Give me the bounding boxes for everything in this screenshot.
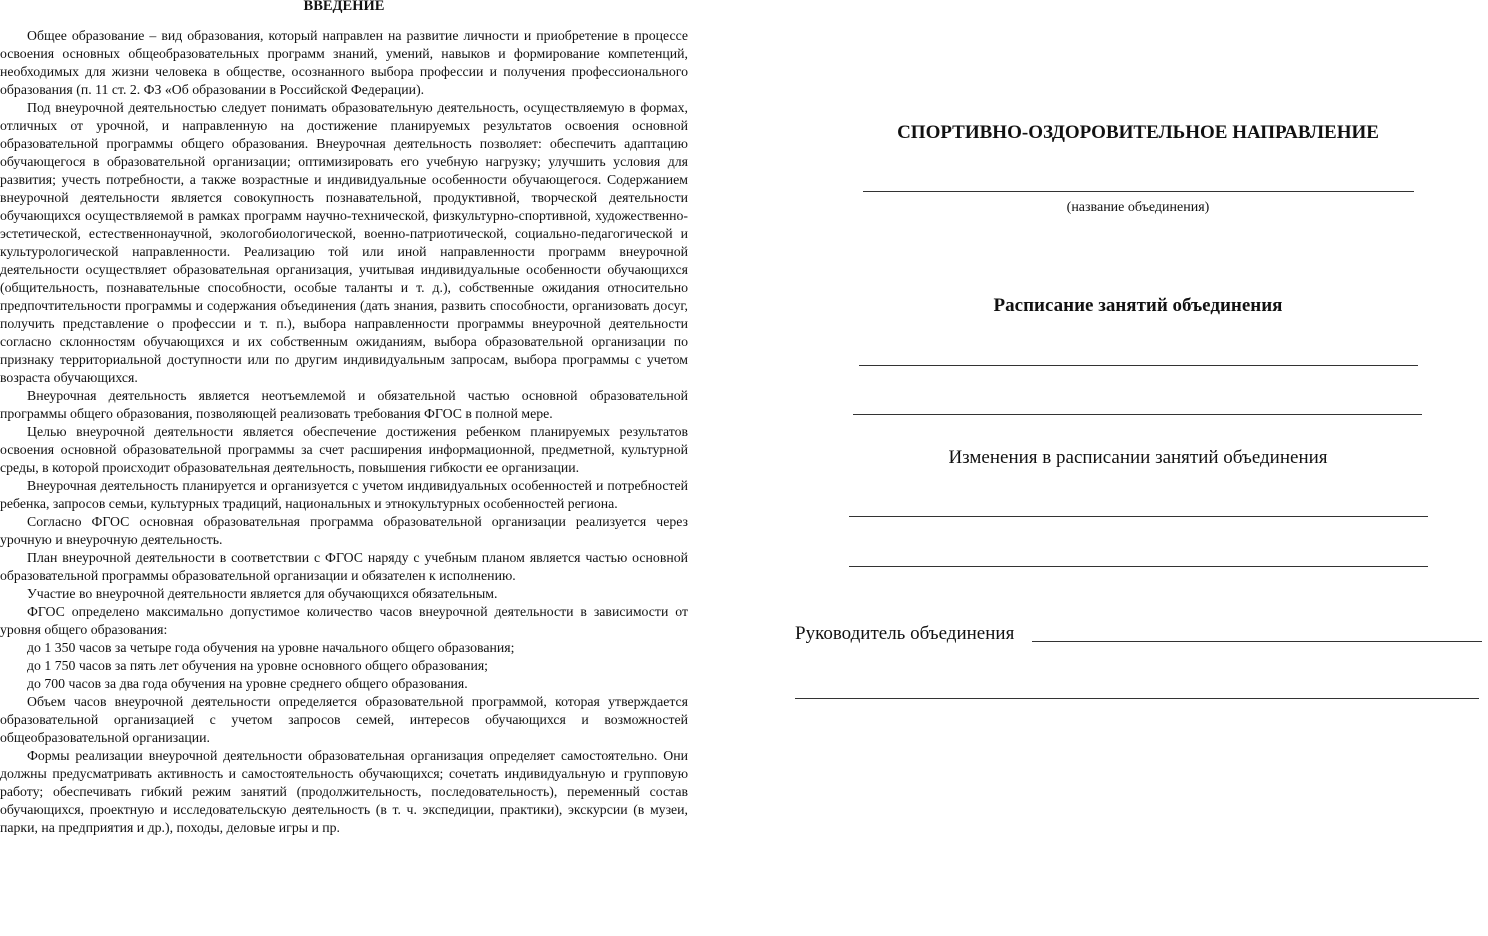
paragraph: Объем часов внеурочной деятельности определяется образовательной программой, которая утверждается образовательной организацией с учетом запросов семей, интересов обучающихся и возможностей общеобразовательной организации. (0, 694, 688, 745)
paragraph: ФГОС определено максимально допустимое количество часов внеурочной деятельности в зависимости от уровня общего образования: (0, 604, 688, 637)
hours-list-item: до 1 350 часов за четыре года обучения на уровне начального общего образования; (27, 640, 515, 655)
association-name-blank[interactable] (863, 191, 1414, 192)
paragraph: Согласно ФГОС основная образовательная программа образовательной организации реализуется через урочную и внеурочную деятельность. (0, 514, 688, 547)
leader-extra-blank[interactable] (795, 698, 1479, 699)
paragraph: Общее образование – вид образования, который направлен на развитие личности и приобретение в процессе освоения основных общеобразовательных программ знаний, умений, навыков и формирование компетенций, необходимых для жизни человека в обществе, осознанного выбора профессии и получения профессионального образования (п. 11 ст. 2. ФЗ «Об образовании в Российской Федерации). (0, 28, 688, 97)
paragraph: Внеурочная деятельность планируется и организуется с учетом индивидуальных особенностей и потребностей ребенка, запросов семьи, культурных традиций, национальных и этнокультурных особенностей региона. (0, 478, 688, 511)
leader-name-blank[interactable] (1032, 641, 1482, 642)
paragraph: Формы реализации внеурочной деятельности образовательная организация определяет самостоятельно. Они должны предусматривать активность и самостоятельность обучающихся; сочетать индивидуальную и групповую работу; обеспечивать гибкий режим занятий (продолжительность, последовательность), переменный состав обучающихся, проектную и исследовательскую деятельность (в т. ч. экспедиции, практики), экскурсии (в музеи, парки, на предприятия и др.), походы, деловые игры и пр. (0, 748, 688, 835)
paragraph: Целью внеурочной деятельности является обеспечение достижения ребенком планируемых результатов освоения основной образовательной программы за счет расширения информационной, предметной, культурной среды, в которой происходит образовательная деятельность, повышения гибкости ее организации. (0, 424, 688, 475)
right-page (760, 0, 1488, 936)
hours-list-item: до 1 750 часов за пять лет обучения на уровне основного общего образования; (27, 658, 489, 673)
changes-blank-line-1[interactable] (849, 516, 1428, 517)
hours-list-item: до 700 часов за два года обучения на уровне среднего общего образования. (27, 676, 468, 691)
direction-title: СПОРТИВНО-ОЗДОРОВИТЕЛЬНОЕ НАПРАВЛЕНИЕ (897, 122, 1379, 143)
intro-body (0, 27, 688, 837)
association-name-caption: (название объединения) (1066, 200, 1210, 215)
schedule-title: Расписание занятий объединения (993, 295, 1283, 316)
schedule-changes-title: Изменения в расписании занятий объединения (948, 447, 1328, 468)
intro-title: ВВЕДЕНИЕ (303, 0, 385, 14)
schedule-blank-line-1[interactable] (859, 365, 1418, 366)
paragraph: План внеурочной деятельности в соответствии с ФГОС наряду с учебным планом является частью основной образовательной программы образовательной организации и обязателен к исполнению. (0, 550, 688, 583)
leader-label: Руководитель объединения (795, 623, 1015, 644)
left-page (0, 0, 688, 936)
paragraph: Участие во внеурочной деятельности является для обучающихся обязательным. (27, 586, 498, 601)
paragraph: Внеурочная деятельность является неотъемлемой и обязательной частью основной образовательной программы общего образования, позволяющей реализовать требования ФГОС в полной мере. (0, 388, 688, 421)
schedule-blank-line-2[interactable] (853, 414, 1422, 415)
changes-blank-line-2[interactable] (849, 566, 1428, 567)
paragraph: Под внеурочной деятельностью следует понимать образовательную деятельность, осуществляемую в формах, отличных от урочной, и направленную на достижение планируемых результатов освоения основной образовательной программы общего образования. Внеурочная деятельность позволяет: обеспечить адаптацию обучающегося в образовательной организации; оптимизировать его учебную нагрузку; улучшить условия для развития; учесть потребности, а также возрастные и индивидуальные особенности обучающегося. Содержанием внеурочной деятельности является совокупность познавательной, продуктивной, творческой деятельности обучающихся осуществляемой в рамках программ научно-технической, физкультурно-спортивной, художественно-эстетической, естественнонаучной, экологобиологической, военно-патриотической, социально-педагогической и культурологической направленности. Реализацию той или иной направленности программ внеурочной деятельности осуществляет образовательная организация, учитывая индивидуальные особенности обучающихся (общительность, познавательные способности, особые таланты и т. д.), собственные ожидания относительно предпочтительности программы и содержания объединения (дать знания, развить способности, организовать досуг, получить представление о профессии и т. п.), выбора направленности программы внеурочной деятельности согласно склонностям обучающихся и их собственным ожиданиям, выбора образовательной организации по признаку территориальной доступности или по другим индивидуальным запросам, выбора программы с учетом возраста обучающихся. (0, 100, 688, 385)
